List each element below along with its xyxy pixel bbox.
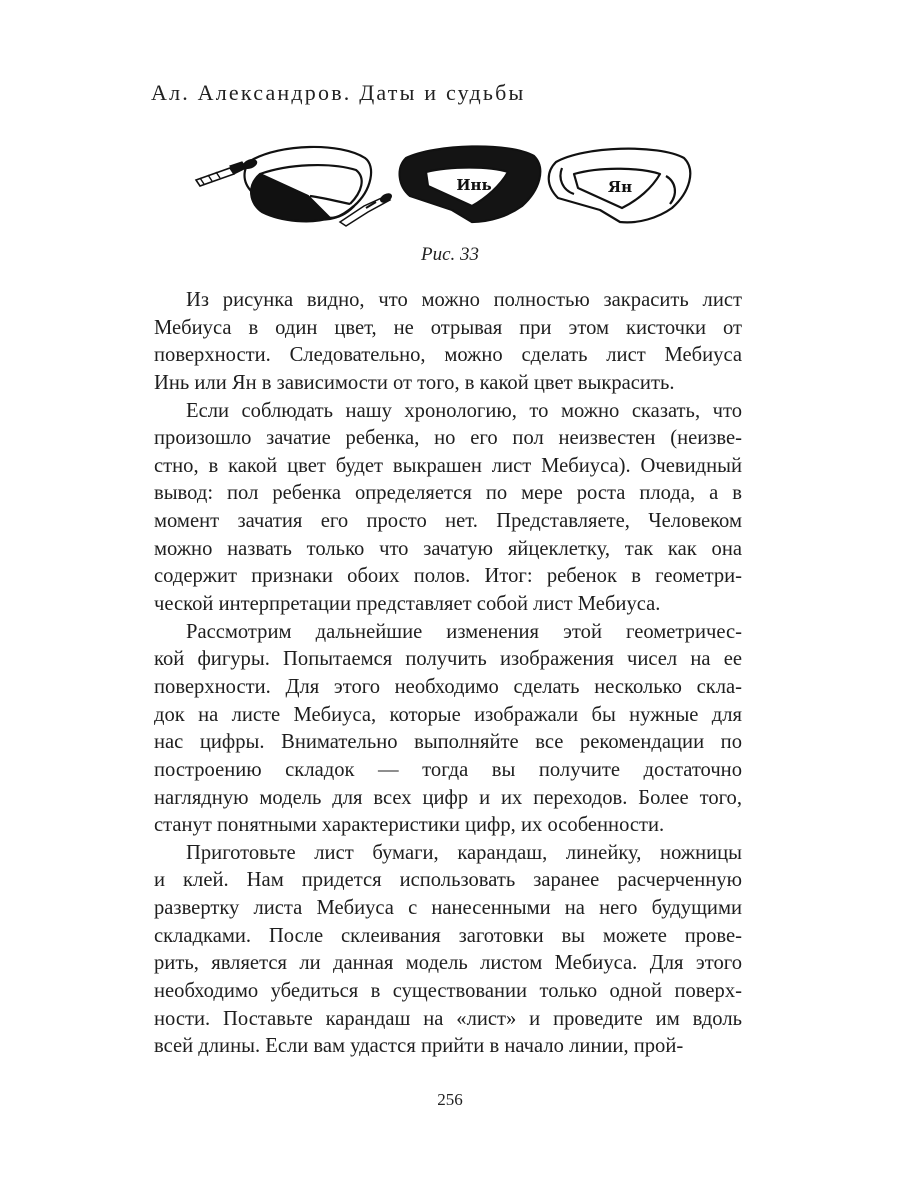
text-line: станут понятными характеристики цифр, их особенности. [154,814,665,837]
text-line: поверхности. Следовательно, можно сделать лист Мебиуса [154,344,742,367]
text-line: Если соблюдать нашу хронологию, то можно сказать, что [186,399,742,422]
text-line: вывод: пол ребенка определяется по мере роста плода, а в [154,482,742,505]
paragraph [154,398,742,619]
text-line: Мебиуса в один цвет, не отрывая при этом кисточки от [154,316,742,339]
text-line: кой фигуры. Попытаемся получить изображения чисел на ее [154,648,742,671]
text-line: поверхности. Для этого необходимо сделать несколько склa- [154,675,742,698]
text-line: Приготовьте лист бумаги, карандаш, линейку, ножницы [186,841,742,864]
text-line: содержит признаки обоих полов. Итог: ребенок в геометри- [154,565,742,588]
text-line: рить, является ли данная модель листом Мебиуса. Для этого [154,952,742,975]
text-line: складками. После склеивания заготовки вы можете прове- [154,924,742,947]
text-line: наглядную модель для всех цифр и их переходов. Более того, [154,786,742,809]
paragraph [154,840,742,1061]
text-line: и клей. Нам придется использовать заранее расчерченную [154,869,742,892]
running-head: Ал. Александров. Даты и судьбы [151,80,526,105]
mobius-illustration [190,138,700,238]
body-text [154,287,742,1061]
text-line: Из рисунка видно, что можно полностью закрасить лист [186,289,742,311]
text-line: произошло зачатие ребенка, но его пол неизвестен (неизве- [154,427,742,450]
text-line: необходимо убедиться в существовании только одной поверх- [154,980,742,1003]
figure-mobius-strips [190,138,700,238]
text-line: построению складок — тогда вы получите достаточно [154,758,742,781]
figure-caption: Рис. 33 [420,244,480,265]
text-line: всей длины. Если вам удастся прийти в начало линии, прой- [154,1035,684,1058]
page-number: 256 [437,1090,463,1109]
text-line: стно, в какой цвет будет выкрашен лист Мебиуса). Очевидный [154,454,742,477]
text-line: развертку листа Мебиуса с нанесенными на него будущими [154,897,742,920]
paragraph [154,287,742,398]
text-line: можно назвать только что зачатую яйцеклетку, так как она [154,537,742,560]
text-line: ческой интерпретации представляет собой лист Мебиуса. [154,593,661,616]
text-line: ности. Поставьте карандаш на «лист» и проведите им вдоль [154,1007,742,1030]
text-line: момент зачатия его просто нет. Представляете, Человеком [154,510,742,533]
text-line: Рассмотрим дальнейшие изменения этой геометричес- [186,620,742,643]
mobius-strip-painted [245,147,372,221]
figure-label-yang: Ян [607,178,633,196]
paragraph [154,619,742,840]
text-line: док на листе Мебиуса, которые изображали бы нужные для [154,703,742,726]
text-line: нас цифры. Внимательно выполняйте все рекомендации по [154,731,742,754]
figure-label-yin: Инь [456,176,492,194]
text-line: Инь или Ян в зависимости от того, в какой цвет выкрасить. [154,371,675,394]
